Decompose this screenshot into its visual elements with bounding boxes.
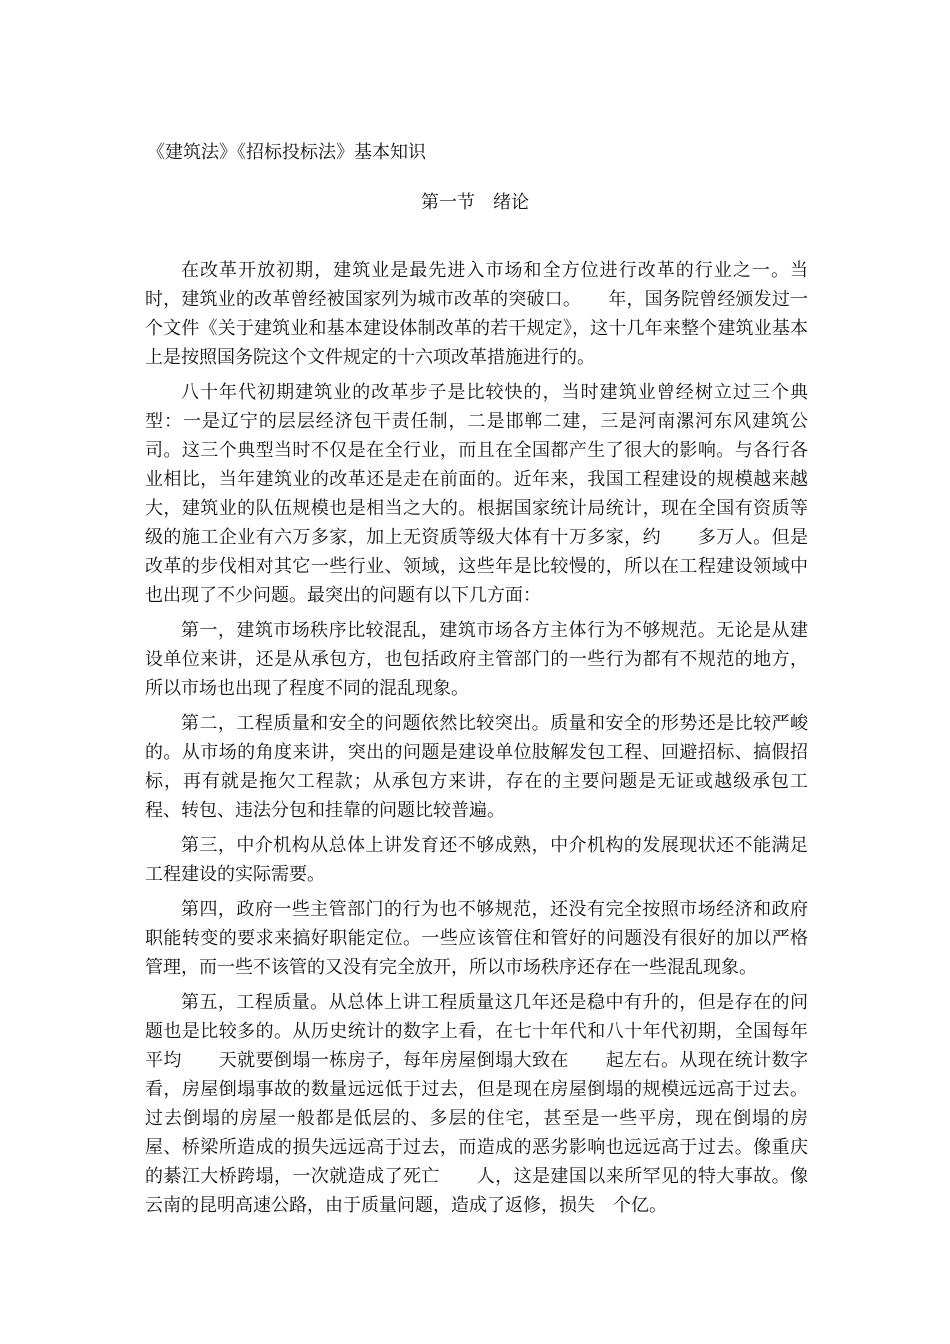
paragraph-issue-1: 第一，建筑市场秩序比较混乱，建筑市场各方主体行为不够规范。无论是从建设单位来讲，还是从承包方，也包括政府主管部门的一些行为都有不规范的地方，所以市场也出现了程度不同的混乱现象。	[145, 620, 808, 699]
paragraph-issue-2: 第二，工程质量和安全的问题依然比较突出。质量和安全的形势还是比较严峻的。从市场的角度来讲，突出的问题是建设单位肢解发包工程、回避招标、搞假招标，再有就是拖欠工程款；从承包方来讲，存在的主要问题是无证或越级承包工程、转包、违法分包和挂靠的问题比较普遍。	[145, 713, 808, 821]
document-body	[145, 256, 808, 1226]
paragraph-eighties-reform: 八十年代初期建筑业的改革步子是比较快的，当时建筑业曾经树立过三个典型：一是辽宁的层层经济包干责任制，二是邯郸二建，三是河南漯河东风建筑公司。这三个典型当时不仅是在全行业，而且在全国都产生了很大的影响。与各行各业相比，当年建筑业的改革还是走在前面的。近年来，我国工程建设的规模越来越大，建筑业的队伍规模也是相当之大的。根据国家统计局统计，现在全国有资质等级的施工企业有六万多家，加上无资质等级大体有十万多家，约 多万人。但是改革的步伐相对其它一些行业、领域，这些年是比较慢的，所以在工程建设领域中也出现了不少问题。最突出的问题有以下几方面：	[145, 382, 808, 606]
paragraph-issue-4: 第四，政府一些主管部门的行为也不够规范，还没有完全按照市场经济和政府职能转变的要求来搞好职能定位。一些应该管住和管好的问题没有很好的加以严格管理，而一些不该管的又没有完全放开，所以市场秩序还存在一些混乱现象。	[145, 899, 808, 978]
paragraph-issue-5: 第五，工程质量。从总体上讲工程质量这几年还是稳中有升的，但是存在的问题也是比较多的。从历史统计的数字上看，在七十年代和八十年代初期，全国每年平均 天就要倒塌一栋房子，每年房屋倒塌大致在 起左右。从现在统计数字看，房屋倒塌事故的数量远远低于过去，但是现在房屋倒塌的规模远远高于过去。过去倒塌的房屋一般都是低层的、多层的住宅，甚至是一些平房，现在倒塌的房屋、桥梁所造成的损失远远高于过去，而造成的恶劣影响也远远高于过去。像重庆的綦江大桥跨塌，一次就造成了死亡 人，这是建国以来所罕见的特大事故。像云南的昆明高速公路，由于质量问题，造成了返修，损失 个亿。	[145, 992, 808, 1216]
paragraph-issue-3: 第三，中介机构从总体上讲发育还不够成熟，中介机构的发展现状还不能满足工程建设的实际需要。	[145, 835, 808, 885]
paragraph-intro: 在改革开放初期，建筑业是最先进入市场和全方位进行改革的行业之一。当时，建筑业的改革曾经被国家列为城市改革的突破口。 年，国务院曾经颁发过一个文件《关于建筑业和基本建设体制改革的若干规定》，这十几年来整个建筑业基本上是按照国务院这个文件规定的十六项改革措施进行的。	[145, 260, 808, 368]
section-title: 第一节 绪论	[421, 192, 529, 213]
document-title: 《建筑法》《招标投标法》基本知识	[147, 142, 426, 163]
